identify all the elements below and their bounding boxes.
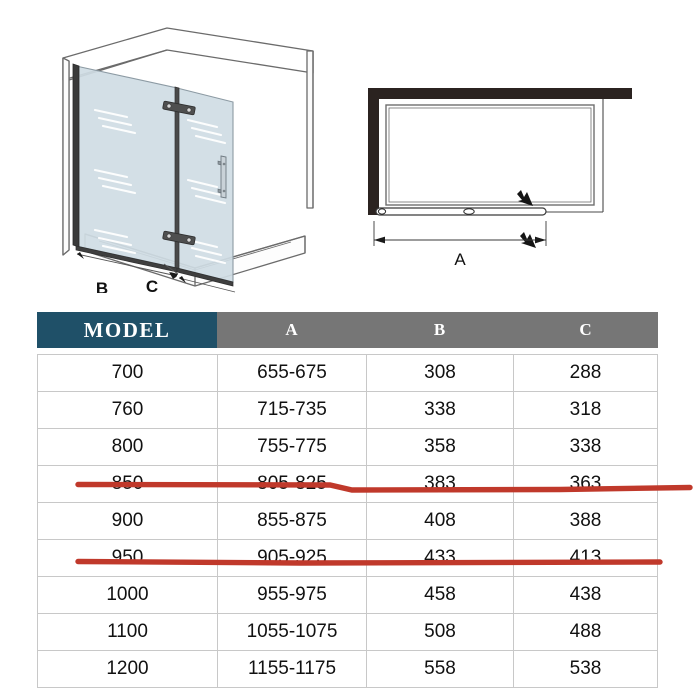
table-cell-a: 1055-1075	[217, 614, 366, 651]
table-row	[37, 392, 658, 429]
table-cell-b: 433	[366, 540, 513, 577]
column-header-a: A	[217, 312, 366, 348]
table-body	[37, 354, 658, 688]
table-cell-c: 318	[513, 392, 658, 429]
table-row	[37, 429, 658, 466]
top-plan-view	[358, 78, 658, 273]
specification-table-wrapper	[37, 312, 658, 688]
bottom-rail-plan	[376, 208, 546, 215]
table-cell-a: 715-735	[217, 392, 366, 429]
table-cell-b: 358	[366, 429, 513, 466]
column-header-model: MODEL	[37, 312, 217, 348]
specification-table	[37, 312, 658, 348]
table-cell-a: 855-875	[217, 503, 366, 540]
table-cell-model: 1200	[37, 651, 217, 688]
table-cell-a: 905-925	[217, 540, 366, 577]
column-header-b: B	[366, 312, 513, 348]
table-cell-c: 388	[513, 503, 658, 540]
table-cell-model: 1000	[37, 577, 217, 614]
glass-panel-fixed	[76, 66, 177, 268]
table-header	[37, 312, 658, 348]
table-cell-model: 950	[37, 540, 217, 577]
table-cell-b: 308	[366, 354, 513, 392]
technical-drawings-area	[0, 0, 700, 300]
table-cell-a: 805-825	[217, 466, 366, 503]
table-cell-model: 1100	[37, 614, 217, 651]
table-row	[37, 614, 658, 651]
dimension-c-label-group	[120, 262, 240, 300]
table-cell-a: 1155-1175	[217, 651, 366, 688]
table-cell-a: 655-675	[217, 354, 366, 392]
dimension-label-c: C	[145, 277, 159, 296]
table-row	[37, 354, 658, 392]
table-row	[37, 466, 658, 503]
table-cell-c: 488	[513, 614, 658, 651]
table-cell-c: 538	[513, 651, 658, 688]
table-cell-a: 955-975	[217, 577, 366, 614]
table-cell-c: 288	[513, 354, 658, 392]
table-cell-b: 383	[366, 466, 513, 503]
isometric-shower-enclosure-view	[55, 18, 320, 293]
table-row	[37, 651, 658, 688]
table-cell-a: 755-775	[217, 429, 366, 466]
table-header-row	[37, 312, 658, 348]
table-cell-b: 408	[366, 503, 513, 540]
table-cell-model: 800	[37, 429, 217, 466]
wall-profile	[73, 64, 79, 247]
dimension-a-line	[374, 221, 546, 246]
table-cell-c: 438	[513, 577, 658, 614]
table-cell-c: 413	[513, 540, 658, 577]
table-cell-model: 900	[37, 503, 217, 540]
table-cell-model: 760	[37, 392, 217, 429]
table-row	[37, 577, 658, 614]
table-row	[37, 540, 658, 577]
table-cell-b: 558	[366, 651, 513, 688]
table-row	[37, 503, 658, 540]
table-cell-model: 700	[37, 354, 217, 392]
table-cell-c: 363	[513, 466, 658, 503]
table-cell-b: 458	[366, 577, 513, 614]
table-cell-model: 850	[37, 466, 217, 503]
table-cell-b: 508	[366, 614, 513, 651]
table-cell-c: 338	[513, 429, 658, 466]
column-header-c: C	[513, 312, 658, 348]
dimension-label-b: B	[95, 279, 109, 293]
table-cell-b: 338	[366, 392, 513, 429]
dimension-label-a: A	[454, 250, 466, 269]
specification-table-body	[37, 354, 658, 688]
